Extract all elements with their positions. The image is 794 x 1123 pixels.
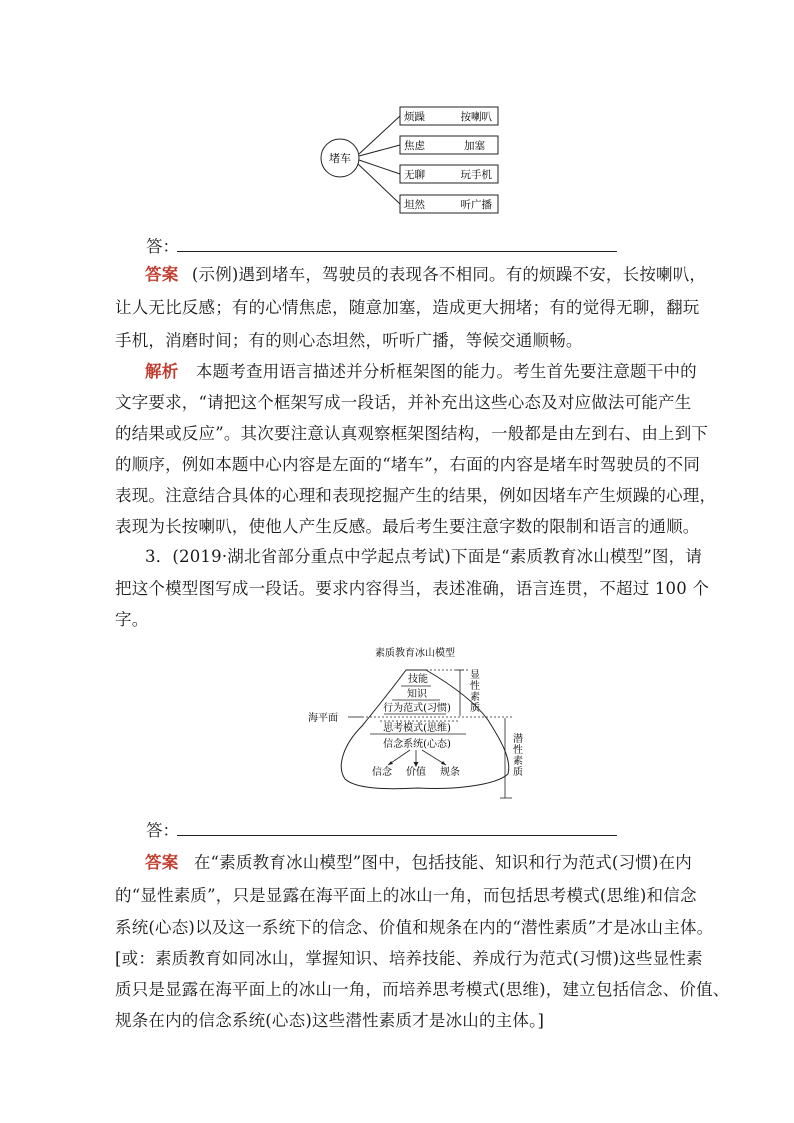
answer2-line: 规条在内的信念系统(心态)这些潜性素质才是冰山的主体。] — [115, 1011, 545, 1030]
answer-prompt: 答： — [146, 237, 179, 256]
analysis-line: 解析 本题考查用语言描述并分析框架图的能力。考生首先要注意题干中的 — [145, 362, 697, 381]
iceberg-layer-label: 技能 — [408, 674, 428, 685]
question3-line: 字。 — [115, 610, 149, 629]
analysis-line: 文字要求，“请把这个框架写成一段话，并补充出这些心态及对应做法可能产生 — [115, 393, 692, 412]
analysis-line: 表现为长按喇叭，使他人产生反感。最后考生要注意字数的限制和语言的通顺。 — [115, 517, 700, 536]
iceberg-layer-label: 行为范式(习惯) — [383, 703, 451, 714]
iceberg-title: 素质教育冰山模型 — [375, 648, 455, 659]
row-left-label: 烦躁 — [404, 111, 425, 123]
answer-label: 答案 — [145, 265, 179, 284]
row-right-label: 听广播 — [460, 199, 492, 211]
iceberg-bottom-label: 规条 — [440, 767, 460, 778]
answer2-line: 答案 在“素质教育冰山模型”图中，包括技能、知识和行为范式(习惯)在内 — [145, 853, 693, 872]
answer2-line: [或：素质教育如同冰山，掌握知识、培养技能、养成行为范式(习惯)这些显性素 — [115, 949, 703, 968]
answer-blank-line — [177, 835, 617, 836]
answer-label: 答案 — [145, 853, 179, 872]
answer2-line: 的“显性素质”，只是显露在海平面上的冰山一角，而包括思考模式(思维)和信念 — [115, 886, 697, 905]
analysis-line: 表现。注意结合具体的心理和表现挖掘产生的结果，例如因堵车产生烦躁的心理， — [115, 486, 717, 505]
answer1-line: 手机，消磨时间；有的则心态坦然，听听广播，等候交通顺畅。 — [115, 331, 583, 350]
row-right-label: 玩手机 — [460, 169, 492, 181]
iceberg-layer-label: 知识 — [407, 689, 427, 700]
iceberg-layer-label: 信念系统(心态) — [383, 739, 451, 750]
latent-quality-label: 潜 性 素 质 — [513, 734, 523, 778]
traffic-jam-diagram — [300, 98, 520, 223]
answer1-line: 让人无比反感；有的心情焦虑，随意加塞，造成更大拥堵；有的觉得无聊，翻玩 — [115, 298, 700, 317]
answer2-line: 质只是显露在海平面上的冰山一角，而培养思考模式(思维)，建立包括信念、价值、 — [115, 980, 730, 999]
iceberg-bottom-label: 信念 — [372, 767, 392, 778]
iceberg-bottom-label: 价值 — [406, 767, 426, 778]
analysis-line: 的顺序，例如本题中心内容是左面的“堵车”，右面的内容是堵车时驾驶员的不同 — [115, 455, 701, 474]
question3-line: 3．(2019·湖北省部分重点中学起点考试)下面是“素质教育冰山模型”图，请 — [145, 547, 703, 566]
iceberg-diagram — [300, 644, 540, 804]
answer-prompt: 答： — [146, 821, 179, 840]
center-label: 堵车 — [329, 152, 351, 165]
question3-line: 把这个模型图写成一段话。要求内容得当，表述准确，语言连贯，不超过 100 个 — [115, 579, 710, 598]
analysis-label: 解析 — [145, 362, 179, 381]
answer2-line: 系统(心态)以及这一系统下的信念、价值和规条在内的“潜性素质”才是冰山主体。 — [115, 918, 714, 937]
answer1-line: 答案 (示例)遇到堵车，驾驶员的表现各不相同。有的烦躁不安，长按喇叭， — [145, 265, 707, 284]
sea-level-label: 海平面 — [308, 713, 338, 724]
row-left-label: 无聊 — [404, 169, 425, 181]
row-right-label: 加塞 — [464, 140, 485, 152]
row-left-label: 焦虑 — [404, 140, 425, 152]
analysis-line: 的结果或反应”。其次要注意认真观察框架图结构，一般都是由左到右、由上到下 — [115, 424, 709, 443]
row-right-label: 按喇叭 — [460, 111, 492, 123]
explicit-quality-label: 显 性 素 质 — [470, 670, 480, 714]
answer-blank-line — [177, 251, 617, 252]
row-left-label: 坦然 — [404, 199, 425, 211]
iceberg-layer-label: 思考模式(思维) — [383, 723, 451, 734]
